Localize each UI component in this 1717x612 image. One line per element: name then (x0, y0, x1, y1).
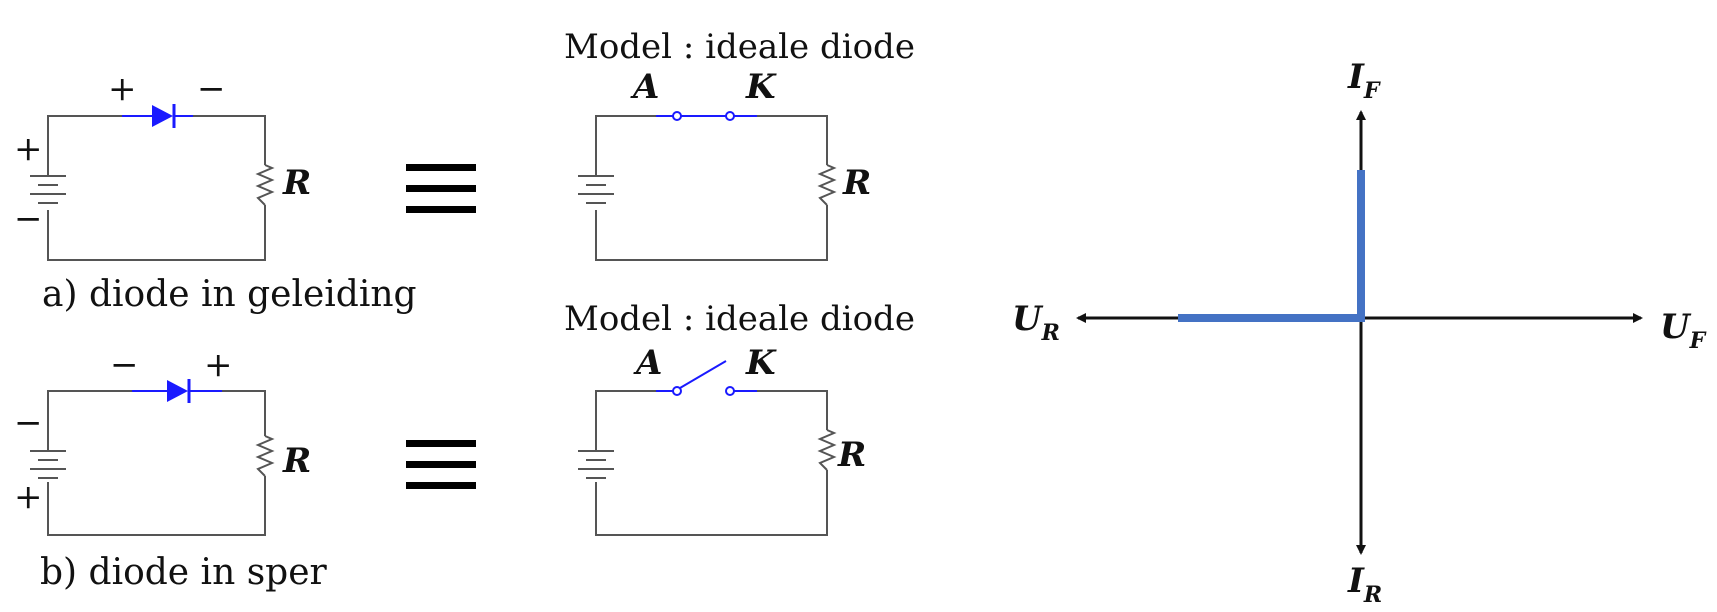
model-a-cathode-label: K (746, 67, 776, 107)
battery-b-top-sign: − (14, 403, 43, 443)
model-b-cathode-label: K (746, 343, 776, 383)
iu-characteristic (1012, 57, 1707, 608)
axis-if-label: $I_F$ (1348, 57, 1380, 104)
battery-b-bottom-sign: + (14, 477, 43, 517)
model-b-resistor-icon (820, 430, 834, 470)
resistor-a-icon (258, 165, 272, 205)
diode-b-icon (167, 379, 189, 403)
model-a-battery-icon (578, 176, 614, 203)
model-a-resistor-icon (820, 165, 834, 205)
model-b-resistor-label: R (838, 435, 867, 475)
axis-ur-label: $U_R$ (1012, 299, 1060, 346)
diode-a-left-sign: + (108, 69, 137, 109)
diode-a-right-sign: − (197, 69, 226, 109)
ideal-diode-characteristic-curve (1178, 170, 1361, 318)
equivalence-symbol-b-icon (406, 440, 476, 489)
model-b (564, 299, 915, 535)
resistor-a-label: R (283, 163, 312, 203)
ideal-diode-b-open-switch-icon (656, 361, 757, 395)
circuit-b (14, 345, 328, 593)
model-b-battery-icon (578, 451, 614, 478)
model-a-resistor-label: R (843, 163, 872, 203)
model-a-anode-label: A (633, 67, 660, 107)
equivalence-symbol-a-icon (406, 164, 476, 213)
circuit-b-caption: b) diode in sper (40, 552, 327, 593)
circuit-a-caption: a) diode in geleiding (42, 274, 417, 315)
model-a (564, 27, 915, 260)
axis-ir-label: $I_R$ (1348, 561, 1383, 608)
battery-a-top-sign: + (14, 129, 43, 169)
model-a-title: Model : ideale diode (564, 27, 915, 67)
axis-uf-label: $U_F$ (1660, 307, 1706, 354)
diode-a-icon (152, 104, 174, 128)
diode-b-right-sign: + (204, 345, 233, 385)
diode-b-left-sign: − (110, 345, 139, 385)
resistor-b-label: R (283, 441, 312, 481)
ideal-diode-a-closed-switch-icon (656, 112, 757, 120)
battery-b-icon (30, 451, 66, 478)
battery-a-bottom-sign: − (14, 199, 43, 239)
circuit-b-wire (48, 391, 265, 535)
circuit-a (14, 69, 417, 315)
model-a-wire (596, 116, 827, 260)
resistor-b-icon (258, 436, 272, 476)
model-b-title: Model : ideale diode (564, 299, 915, 339)
circuit-a-wire (48, 116, 265, 260)
model-b-anode-label: A (636, 343, 663, 383)
model-b-wire (596, 391, 827, 535)
